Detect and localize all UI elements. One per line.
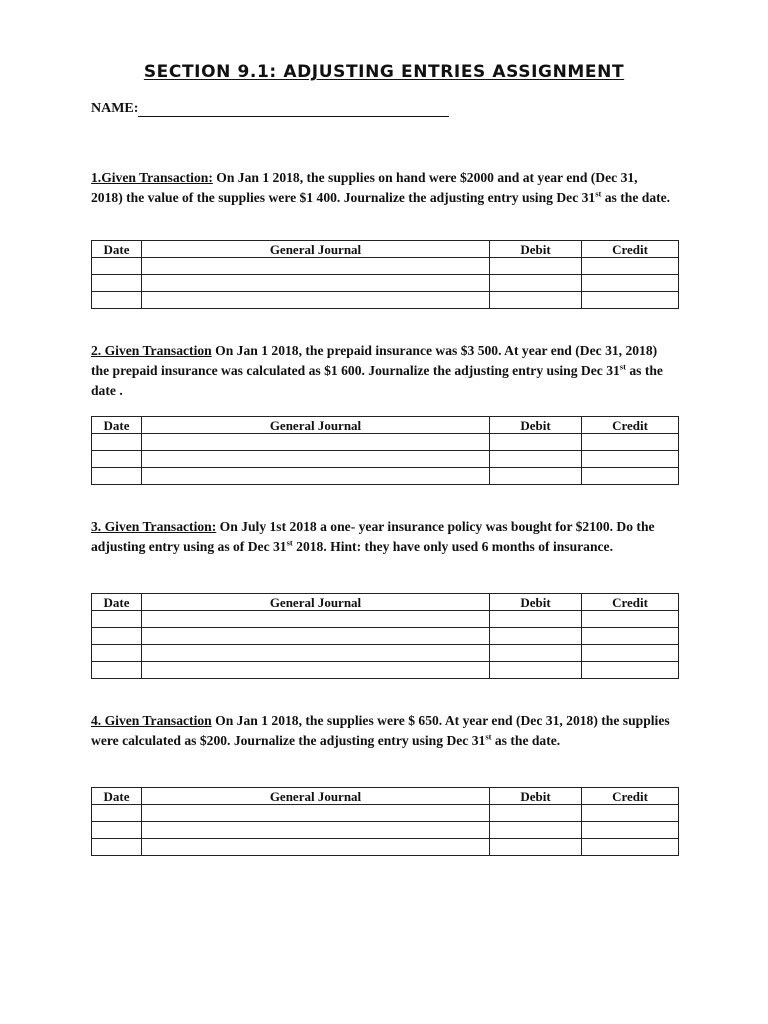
cell-debit[interactable] — [490, 805, 582, 822]
cell-credit[interactable] — [582, 628, 679, 645]
cell-general-journal[interactable] — [142, 805, 490, 822]
cell-general-journal[interactable] — [142, 434, 490, 451]
cell-general-journal[interactable] — [142, 611, 490, 628]
journal-table-4 — [91, 787, 679, 856]
journal-table-3 — [91, 593, 679, 679]
journal-header-row — [92, 594, 679, 611]
cell-date[interactable] — [92, 468, 142, 485]
col-credit: Credit — [582, 788, 679, 805]
cell-credit[interactable] — [582, 292, 679, 309]
question-lead: 3. Given Transaction: — [91, 519, 217, 534]
cell-date[interactable] — [92, 611, 142, 628]
journal-row[interactable] — [92, 468, 679, 485]
col-credit: Credit — [582, 417, 679, 434]
col-debit: Debit — [490, 417, 582, 434]
cell-general-journal[interactable] — [142, 258, 490, 275]
cell-general-journal[interactable] — [142, 822, 490, 839]
cell-general-journal[interactable] — [142, 468, 490, 485]
journal-table-2 — [91, 416, 679, 485]
cell-date[interactable] — [92, 292, 142, 309]
cell-general-journal[interactable] — [142, 451, 490, 468]
journal-header-row — [92, 788, 679, 805]
cell-credit[interactable] — [582, 822, 679, 839]
question-lead: 1.Given Transaction: — [91, 170, 213, 185]
journal-row[interactable] — [92, 275, 679, 292]
journal-row[interactable] — [92, 628, 679, 645]
journal-row[interactable] — [92, 662, 679, 679]
question-text-end: as the date. — [491, 733, 561, 748]
name-line[interactable] — [138, 101, 449, 117]
col-general-journal: General Journal — [142, 241, 490, 258]
cell-debit[interactable] — [490, 468, 582, 485]
cell-debit[interactable] — [490, 822, 582, 839]
ordinal-suffix: st — [286, 537, 293, 548]
cell-date[interactable] — [92, 839, 142, 856]
journal-row[interactable] — [92, 611, 679, 628]
journal-row[interactable] — [92, 645, 679, 662]
cell-date[interactable] — [92, 662, 142, 679]
cell-credit[interactable] — [582, 468, 679, 485]
col-credit: Credit — [582, 594, 679, 611]
question-text: On July 1st 2018 a one- year insurance policy was bought for $2100. Do the adjusting entry using as of Dec 31 — [91, 519, 655, 554]
cell-debit[interactable] — [490, 645, 582, 662]
cell-date[interactable] — [92, 805, 142, 822]
journal-row[interactable] — [92, 292, 679, 309]
cell-credit[interactable] — [582, 434, 679, 451]
col-date: Date — [92, 788, 142, 805]
cell-general-journal[interactable] — [142, 839, 490, 856]
cell-date[interactable] — [92, 258, 142, 275]
cell-general-journal[interactable] — [142, 628, 490, 645]
question-text-end: as the date . — [91, 363, 663, 398]
col-credit: Credit — [582, 241, 679, 258]
cell-date[interactable] — [92, 434, 142, 451]
cell-debit[interactable] — [490, 662, 582, 679]
col-general-journal: General Journal — [142, 594, 490, 611]
cell-credit[interactable] — [582, 662, 679, 679]
cell-debit[interactable] — [490, 451, 582, 468]
cell-credit[interactable] — [582, 839, 679, 856]
name-label: NAME: — [91, 101, 139, 116]
journal-header-row — [92, 417, 679, 434]
cell-general-journal[interactable] — [142, 645, 490, 662]
journal-table-1 — [91, 240, 679, 309]
cell-credit[interactable] — [582, 451, 679, 468]
cell-debit[interactable] — [490, 628, 582, 645]
cell-debit[interactable] — [490, 275, 582, 292]
col-general-journal: General Journal — [142, 417, 490, 434]
cell-general-journal[interactable] — [142, 275, 490, 292]
col-general-journal: General Journal — [142, 788, 490, 805]
question-3 — [91, 517, 671, 557]
question-text: On Jan 1 2018, the supplies on hand were $2000 and at year end (Dec 31, 2018) the value of the supplies were $1 400. Journalize the adjusting entry using Dec 31 — [91, 170, 638, 205]
cell-date[interactable] — [92, 645, 142, 662]
name-field[interactable] — [91, 101, 449, 117]
question-text: On Jan 1 2018, the supplies were $ 650. At year end (Dec 31, 2018) the supplies were calculated as $200. Journalize the adjusting entry using Dec 31 — [91, 713, 670, 748]
journal-row[interactable] — [92, 805, 679, 822]
cell-credit[interactable] — [582, 805, 679, 822]
col-debit: Debit — [490, 594, 582, 611]
journal-row[interactable] — [92, 258, 679, 275]
ordinal-suffix: st — [595, 188, 602, 199]
cell-date[interactable] — [92, 275, 142, 292]
journal-header-row — [92, 241, 679, 258]
question-text-end: 2018. Hint: they have only used 6 months of insurance. — [292, 539, 613, 554]
cell-credit[interactable] — [582, 275, 679, 292]
question-2 — [91, 341, 671, 401]
cell-credit[interactable] — [582, 611, 679, 628]
question-1 — [91, 168, 671, 208]
cell-credit[interactable] — [582, 258, 679, 275]
cell-date[interactable] — [92, 451, 142, 468]
col-date: Date — [92, 417, 142, 434]
cell-date[interactable] — [92, 822, 142, 839]
cell-general-journal[interactable] — [142, 662, 490, 679]
journal-row[interactable] — [92, 434, 679, 451]
cell-debit[interactable] — [490, 839, 582, 856]
cell-debit[interactable] — [490, 434, 582, 451]
question-lead: 4. Given Transaction — [91, 713, 212, 728]
question-4 — [91, 711, 671, 751]
journal-row[interactable] — [92, 451, 679, 468]
page-title: SECTION 9.1: ADJUSTING ENTRIES ASSIGNMENT — [143, 62, 625, 82]
question-text-end: as the date. — [601, 190, 671, 205]
cell-credit[interactable] — [582, 645, 679, 662]
question-lead: 2. Given Transaction — [91, 343, 212, 358]
col-debit: Debit — [490, 788, 582, 805]
cell-debit[interactable] — [490, 258, 582, 275]
col-date: Date — [92, 594, 142, 611]
ordinal-suffix: st — [485, 731, 492, 742]
question-text: On Jan 1 2018, the prepaid insurance was $3 500. At year end (Dec 31, 2018) the prepaid insurance was calculated as $1 600. Journalize the adjusting entry using Dec 31 — [91, 343, 658, 378]
journal-row[interactable] — [92, 822, 679, 839]
cell-debit[interactable] — [490, 611, 582, 628]
col-date: Date — [92, 241, 142, 258]
col-debit: Debit — [490, 241, 582, 258]
cell-date[interactable] — [92, 628, 142, 645]
ordinal-suffix: st — [619, 361, 626, 372]
cell-general-journal[interactable] — [142, 292, 490, 309]
cell-debit[interactable] — [490, 292, 582, 309]
journal-row[interactable] — [92, 839, 679, 856]
